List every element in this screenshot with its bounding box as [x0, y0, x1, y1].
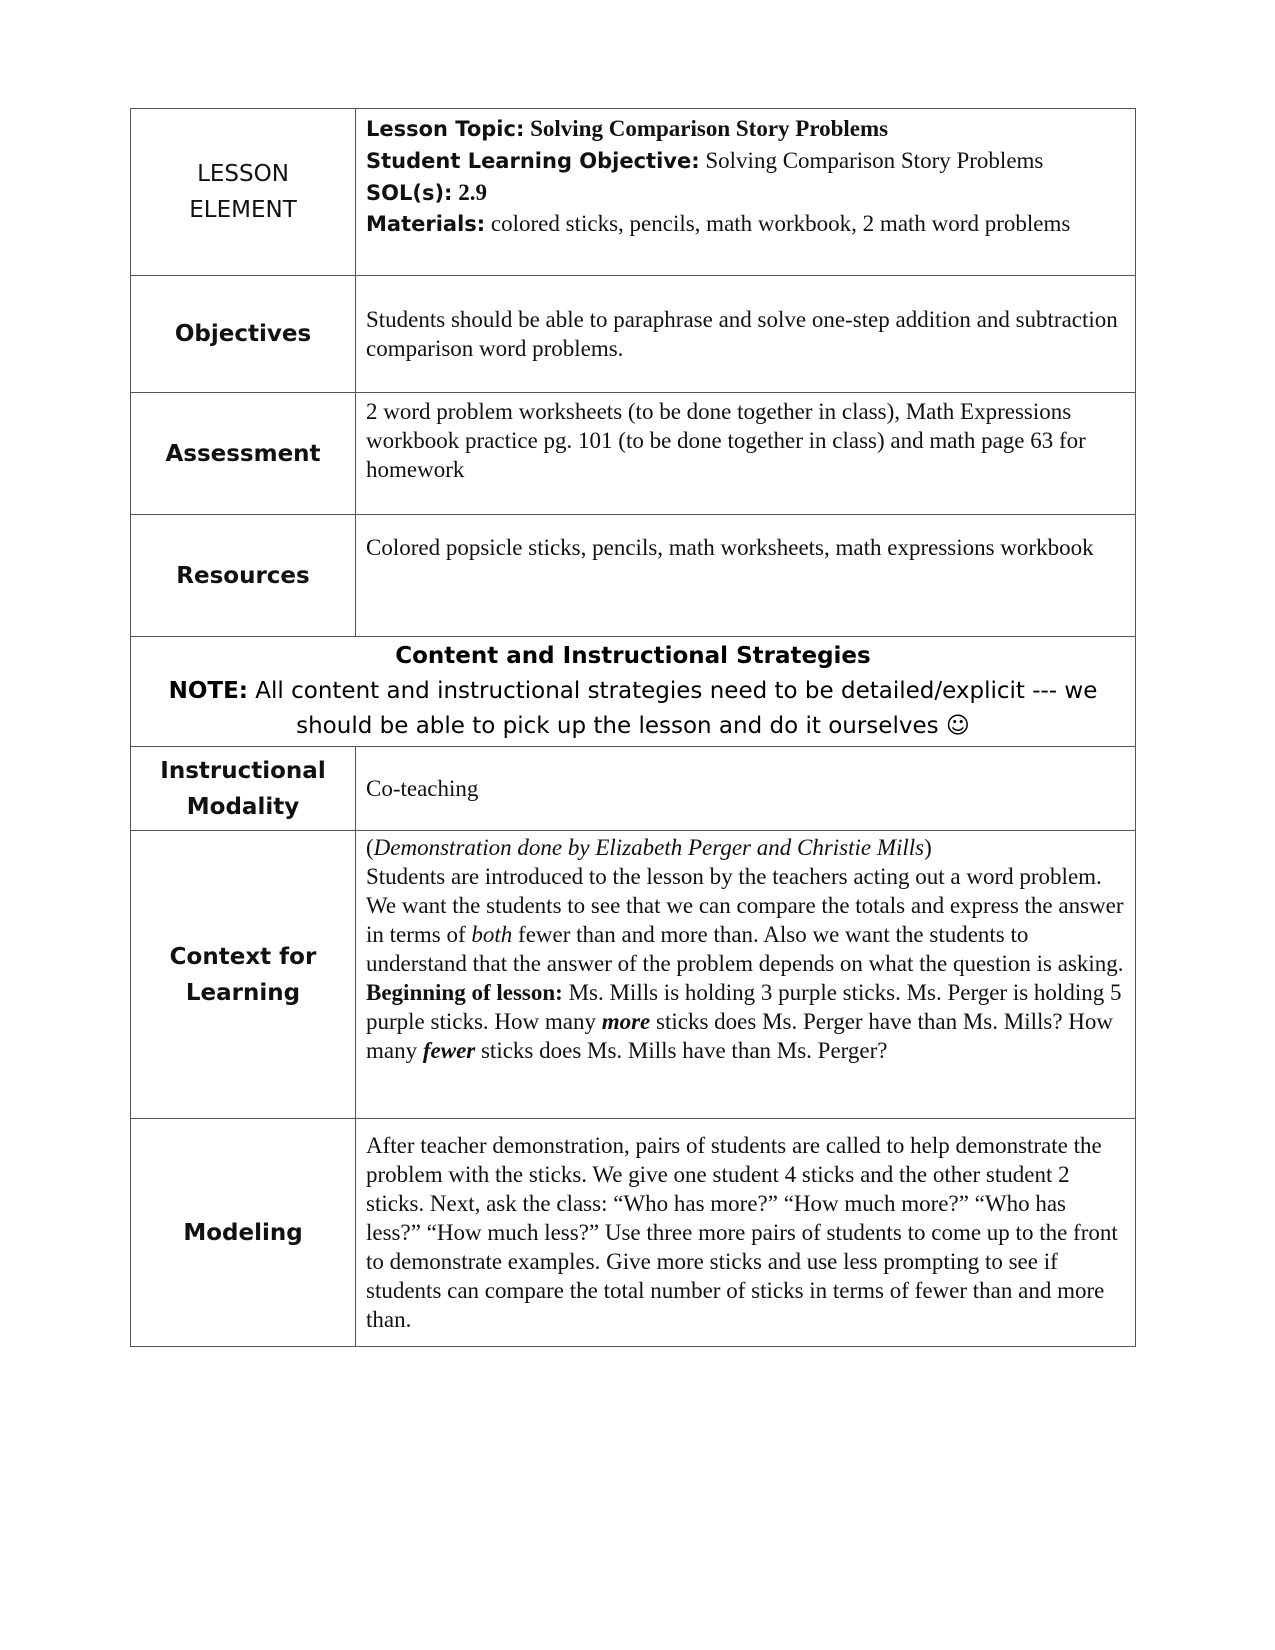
modality-label-line2: Modality: [186, 793, 300, 820]
modeling-label: Modeling: [131, 1119, 356, 1347]
sol-value: 2.9: [458, 180, 487, 205]
modeling-text: After teacher demonstration, pairs of students are called to help demonstrate the problem with the sticks. We give one student 4 sticks and the other student 2 sticks. Next, ask the class: “Who has more?” “How much more?” “Who has less?” “How much less?” Use three more pairs of students to come up to the front to demonstrate examples. Give more sticks and use less prompting to see if students can compare the total number of sticks in terms of fewer than and more than.: [356, 1119, 1136, 1347]
modality-row: [131, 747, 1136, 831]
modality-label-line1: Instructional: [160, 757, 326, 784]
header-row: [131, 109, 1136, 276]
strategies-note: [141, 674, 1125, 744]
objective-value: Solving Comparison Story Problems: [705, 148, 1044, 173]
intro-part2: fewer than and more than. Also we want the students to understand that the answer of the problem depends on what the question is asking.: [366, 922, 1124, 976]
lesson-element-label: [131, 109, 356, 276]
context-label: [131, 831, 356, 1119]
note-text: All content and instructional strategies need to be detailed/explicit --- we should be able to pick up the lesson and do it ourselves ☺: [255, 678, 1098, 739]
materials-key: Materials:: [366, 212, 486, 236]
objective-line: [366, 145, 1125, 177]
intro-italic: both: [471, 922, 513, 947]
objectives-text: Students should be able to paraphrase and solve one-step addition and subtraction comparison word problems.: [356, 276, 1136, 393]
demonstration-credit: [366, 833, 1125, 862]
beginning-of-lesson: [366, 978, 1125, 1065]
demo-close-paren: ): [924, 835, 932, 860]
lesson-plan-table: [130, 108, 1136, 1347]
materials-value: colored sticks, pencils, math workbook, 2 math word problems: [490, 211, 1071, 236]
demo-open-paren: (: [366, 835, 374, 860]
lesson-topic-line: [366, 113, 1125, 145]
modeling-row: [131, 1119, 1136, 1347]
resources-label: Resources: [131, 515, 356, 637]
context-row: [131, 831, 1136, 1119]
lesson-element-line1: LESSON: [197, 161, 289, 187]
strategies-title: Content and Instructional Strategies: [395, 643, 871, 669]
context-label-line2: Learning: [185, 979, 301, 1006]
objective-key: Student Learning Objective:: [366, 149, 700, 173]
resources-row: [131, 515, 1136, 637]
beginning-part2: sticks does Ms. Perger have than Ms. Mills? How many: [366, 1009, 1114, 1063]
demo-credit-text: Demonstration done by Elizabeth Perger and Christie Mills: [373, 835, 925, 860]
materials-line: [366, 209, 1125, 239]
resources-text: Colored popsicle sticks, pencils, math worksheets, math expressions workbook: [356, 515, 1136, 637]
note-key: NOTE:: [168, 678, 248, 704]
intro-part1: Students are introduced to the lesson by the teachers acting out a word problem. We want the students to see that we can compare the totals and express the answer in terms of: [366, 864, 1124, 947]
context-text: [356, 831, 1136, 1119]
context-intro: [366, 862, 1125, 978]
beginning-fewer: fewer: [422, 1038, 476, 1063]
beginning-part1: Ms. Mills is holding 3 purple sticks. Ms. Perger is holding 5 purple sticks. How many: [366, 980, 1122, 1034]
assessment-row: [131, 393, 1136, 515]
modality-label: [131, 747, 356, 831]
beginning-key: Beginning of lesson:: [366, 980, 563, 1005]
objectives-label: Objectives: [131, 276, 356, 393]
strategies-cell: [131, 637, 1136, 747]
lesson-element-line2: ELEMENT: [189, 197, 297, 223]
sol-line: [366, 177, 1125, 209]
modality-text: Co-teaching: [356, 747, 1136, 831]
assessment-text: 2 word problem worksheets (to be done together in class), Math Expressions workbook practice pg. 101 (to be done together in class) and math page 63 for homework: [356, 393, 1136, 515]
header-details: [356, 109, 1136, 276]
beginning-part3: sticks does Ms. Mills have than Ms. Perger?: [475, 1038, 888, 1063]
lesson-topic-value: Solving Comparison Story Problems: [530, 116, 889, 141]
sol-key: SOL(s):: [366, 181, 453, 205]
strategies-row: [131, 637, 1136, 747]
context-label-line1: Context for: [169, 943, 317, 970]
objectives-row: [131, 276, 1136, 393]
beginning-more: more: [601, 1009, 651, 1034]
assessment-label: Assessment: [131, 393, 356, 515]
lesson-topic-key: Lesson Topic:: [366, 117, 525, 141]
